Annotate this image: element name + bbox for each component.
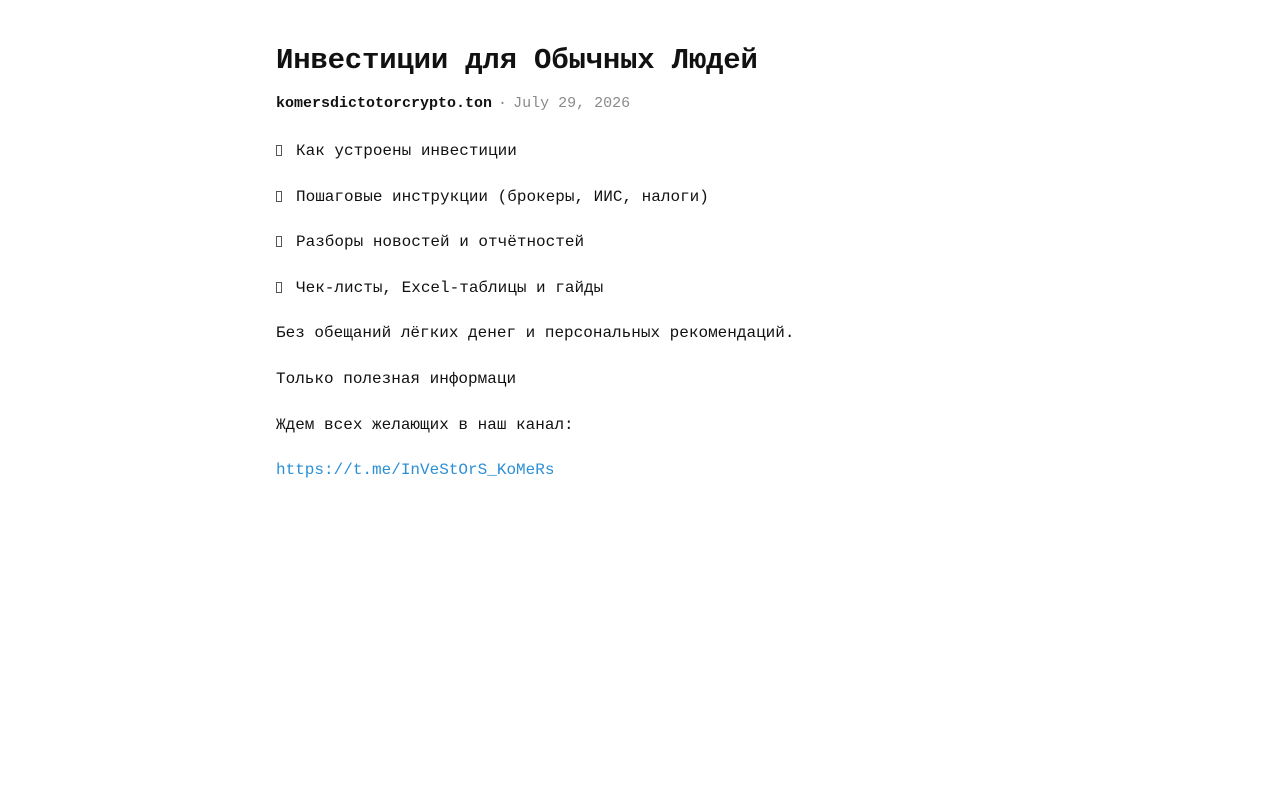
channel-link[interactable]: https://t.me/InVeStOrS_KoMeRs (276, 461, 555, 480)
bullet-text: Чек-листы, Excel-таблицы и гайды (296, 278, 604, 297)
link-paragraph (276, 459, 1004, 481)
article-meta (276, 94, 1004, 114)
bullet-item (276, 277, 1004, 299)
missing-glyph-icon (276, 236, 282, 247)
bullet-item (276, 231, 1004, 253)
bullet-text: Разборы новостей и отчётностей (296, 233, 585, 252)
page-title: Инвестиции для Обычных Людей (276, 44, 758, 77)
article-body (276, 140, 1004, 481)
paragraph-disclaimer: Без обещаний лёгких денег и персональных рекомендаций. (276, 324, 795, 343)
missing-glyph-icon (276, 282, 282, 293)
author-name[interactable]: komersdictotorcrypto.ton (276, 95, 493, 112)
missing-glyph-icon (276, 145, 282, 156)
publish-date: July 29, 2026 (513, 95, 631, 112)
bullet-item (276, 186, 1004, 208)
missing-glyph-icon (276, 191, 282, 202)
bullet-item (276, 140, 1004, 162)
bullet-text: Как устроены инвестиции (296, 142, 517, 160)
bullet-text: Пошаговые инструкции (брокеры, ИИС, налоги) (296, 187, 709, 206)
meta-separator: · (498, 95, 508, 112)
paragraph-invite: Ждем всех желающих в наш канал: (276, 415, 574, 434)
article (276, 0, 1004, 505)
paragraph-useful-info: Только полезная информаци (276, 369, 517, 388)
